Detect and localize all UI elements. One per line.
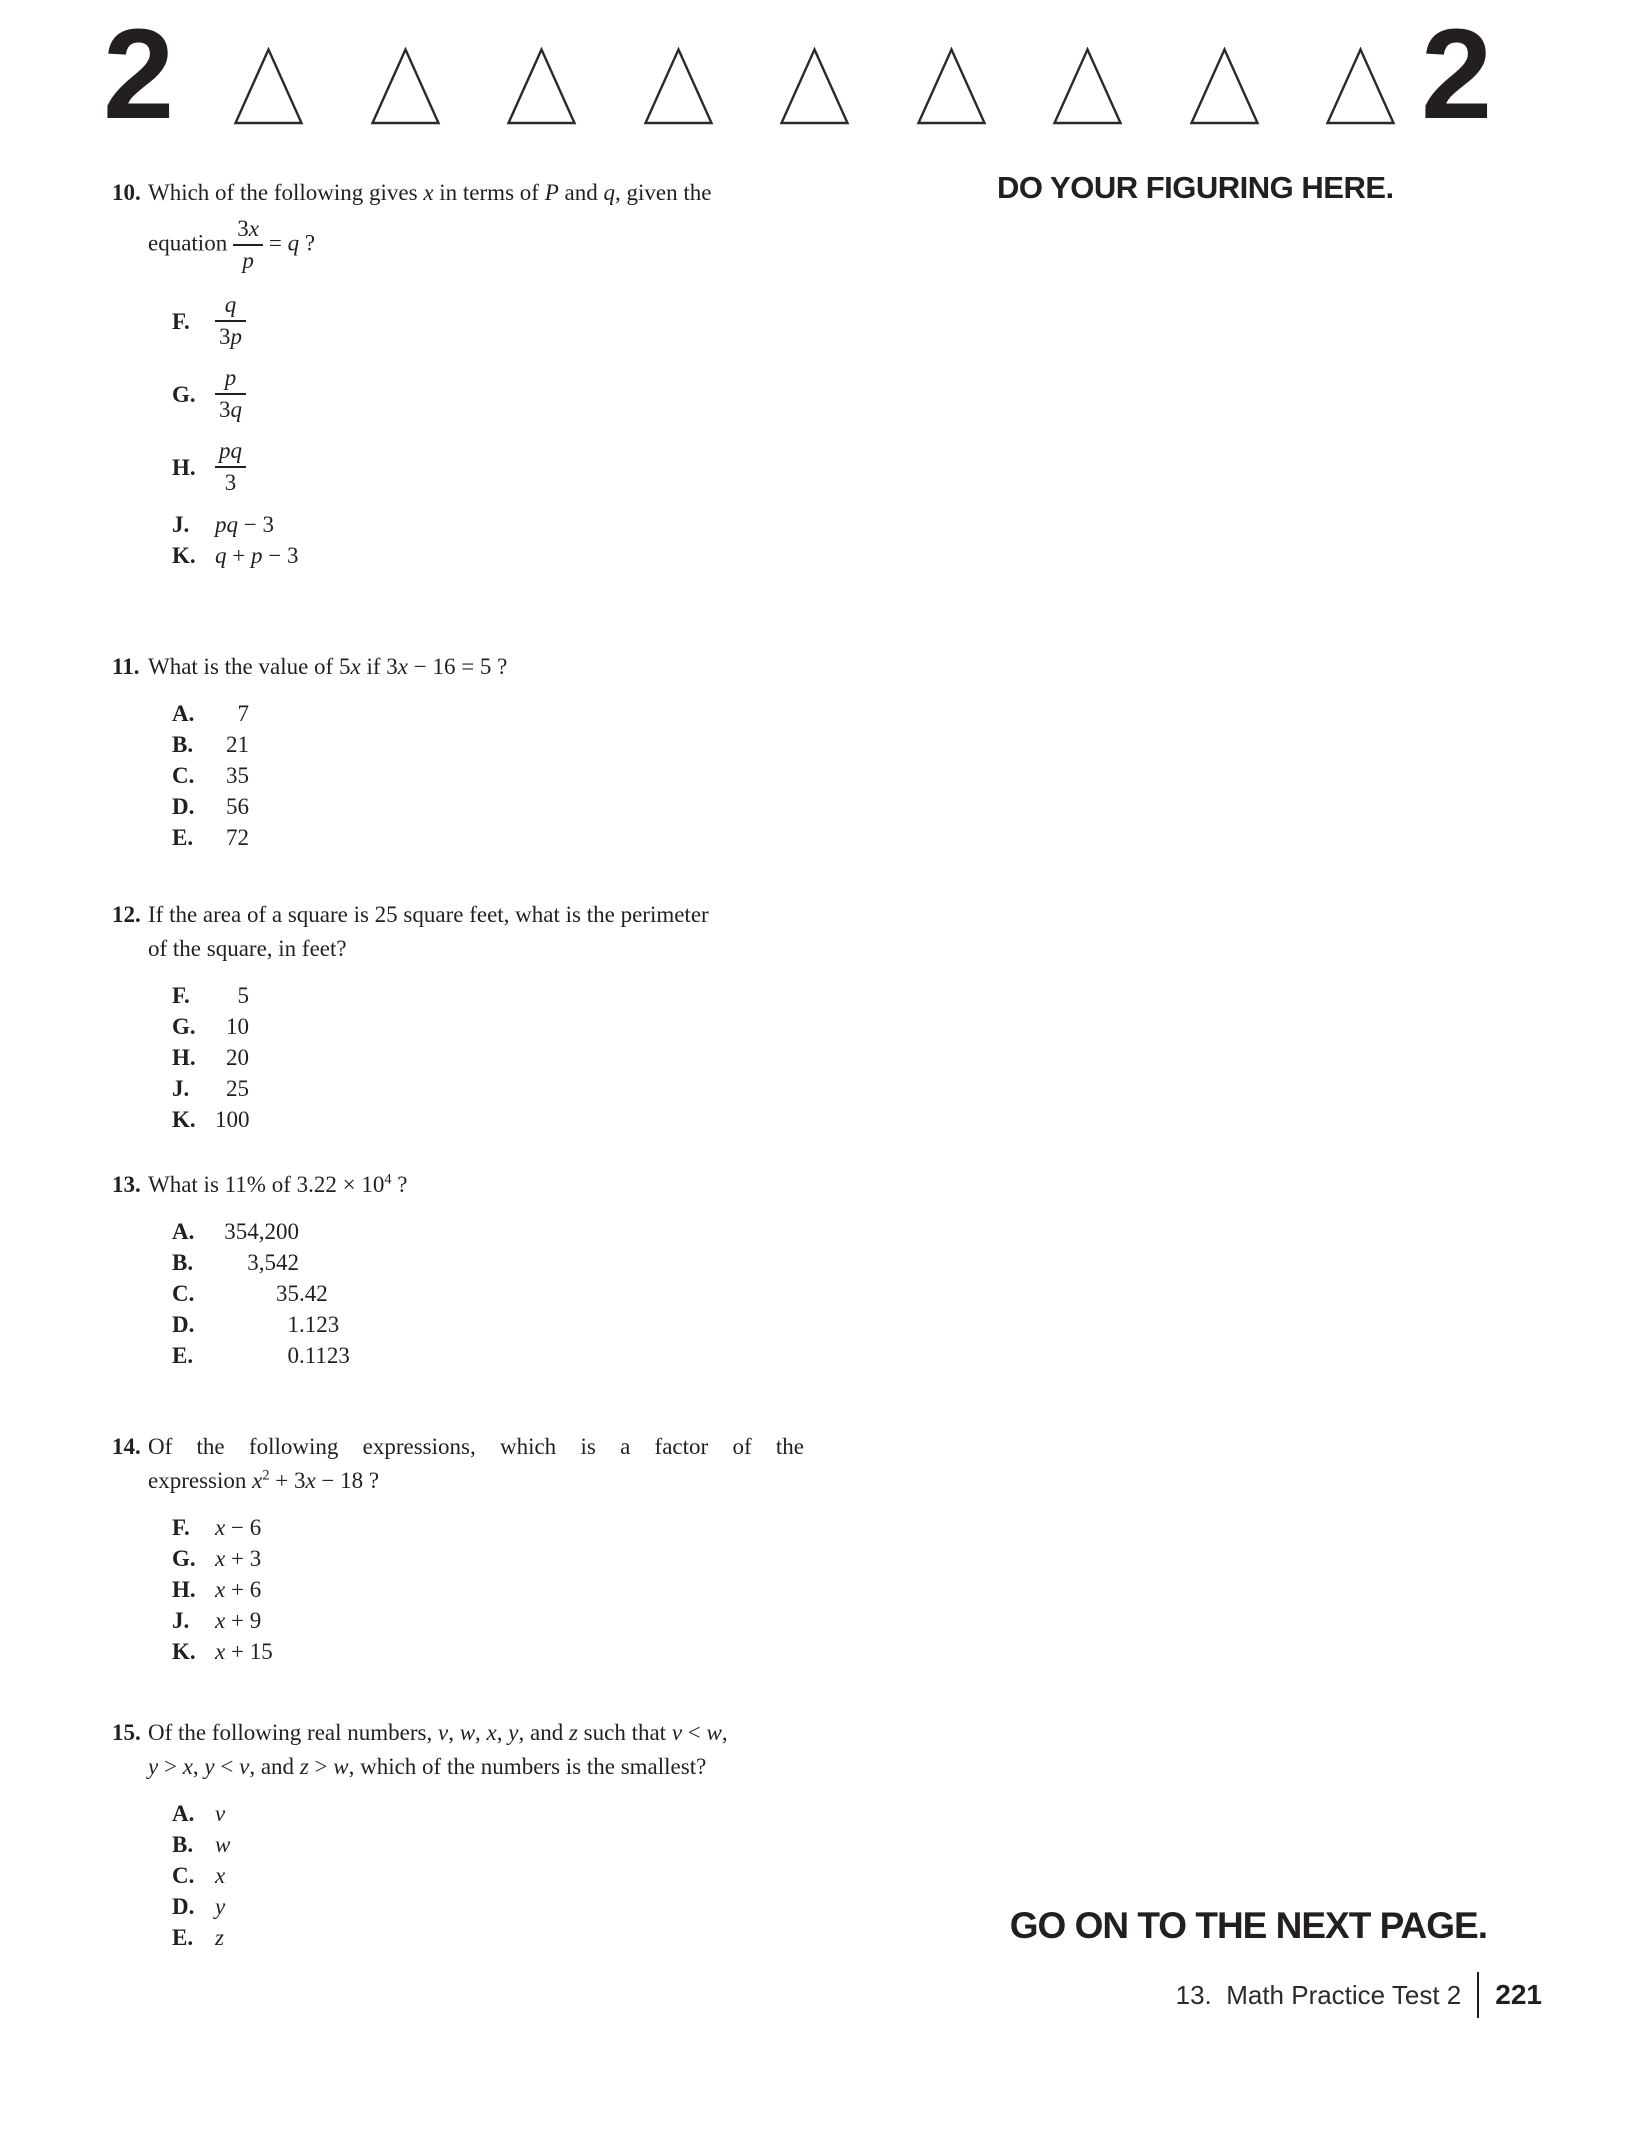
answer-value <box>215 980 249 1011</box>
answer-number: 25 <box>226 1076 249 1101</box>
triangle-icon <box>1325 47 1396 125</box>
answer-number: 72 <box>226 825 249 850</box>
answer-choice <box>172 698 804 729</box>
question-13 <box>112 1168 804 1371</box>
page-footer <box>1176 1972 1542 2018</box>
question-text-line <box>148 1750 804 1784</box>
text-segment: 3 <box>219 324 231 349</box>
answer-value <box>215 760 249 791</box>
answer-choice <box>172 1340 804 1371</box>
answer-letter: A. <box>172 1801 195 1826</box>
fraction-numerator <box>233 214 263 246</box>
text-segment: < <box>214 1754 240 1779</box>
text-segment: in terms of <box>433 180 545 205</box>
answer-choice <box>172 760 804 791</box>
answer-letter: G. <box>172 1546 196 1571</box>
answer-value <box>215 436 246 498</box>
text-segment: y <box>215 1894 226 1919</box>
text-segment: − 16 = 5 ? <box>407 654 508 679</box>
answer-choice <box>172 1829 804 1860</box>
text-segment: x <box>215 1515 226 1540</box>
text-segment: 3 <box>237 216 249 241</box>
question-number: 10. <box>112 180 141 205</box>
answer-value <box>215 290 246 352</box>
text-segment: p <box>230 324 242 349</box>
section-numeral-left: 2 <box>103 3 171 146</box>
text-segment: Of the following real numbers, <box>148 1720 438 1745</box>
text-segment: expression <box>148 1468 253 1493</box>
answer-value <box>215 1605 261 1636</box>
answer-choices <box>148 1512 804 1667</box>
text-segment: and <box>558 180 604 205</box>
triangle-icon <box>1052 47 1123 125</box>
text-segment: equation <box>148 230 228 256</box>
text-segment: , <box>721 1720 728 1745</box>
text-segment: x <box>215 1577 226 1602</box>
answer-number: 20 <box>226 1045 249 1070</box>
question-text-line <box>148 898 804 932</box>
text-segment: p <box>250 543 263 568</box>
answer-letter: B. <box>172 1250 194 1275</box>
answer-letter: H. <box>172 1577 196 1602</box>
text-segment: q <box>215 543 227 568</box>
text-segment: + 9 <box>225 1608 262 1633</box>
answer-letter: A. <box>172 701 195 726</box>
answer-choice <box>172 1011 804 1042</box>
answer-letter: C. <box>172 763 195 788</box>
answer-value <box>215 791 249 822</box>
answer-letter: B. <box>172 1832 194 1857</box>
text-segment: P <box>544 180 559 205</box>
answer-choices <box>148 1798 804 1953</box>
text-segment: + <box>226 543 251 568</box>
answer-choices <box>148 698 804 853</box>
text-segment: q <box>287 230 300 256</box>
triangle-icon <box>506 47 577 125</box>
fraction-numerator <box>215 290 246 322</box>
text-segment: pq <box>219 438 242 463</box>
answer-choice <box>172 1216 804 1247</box>
answer-choice <box>172 1860 804 1891</box>
text-segment: x <box>252 1468 263 1493</box>
question-body <box>148 898 804 1135</box>
text-segment: x <box>182 1754 193 1779</box>
question-number: 15. <box>112 1720 141 1745</box>
question-number: 12. <box>112 902 141 927</box>
triangle-icon <box>1189 47 1260 125</box>
answer-choice <box>172 363 804 425</box>
text-segment: , and <box>249 1754 300 1779</box>
answer-value <box>215 363 246 425</box>
question-text-line <box>148 1716 804 1750</box>
answer-number: 7 <box>237 701 249 726</box>
text-segment: − 3 <box>238 512 274 537</box>
answer-letter: G. <box>172 381 196 407</box>
go-on-note: GO ON TO THE NEXT PAGE. <box>1009 1905 1487 1946</box>
text-segment: + 6 <box>225 1577 262 1602</box>
text-segment: 4 <box>384 1171 392 1188</box>
figuring-note: DO YOUR FIGURING HERE. <box>997 170 1394 205</box>
question-11 <box>112 650 804 853</box>
question-text-line <box>148 1168 804 1202</box>
question-body <box>148 176 804 571</box>
text-segment: , given the <box>614 180 712 205</box>
text-segment: , <box>192 1754 205 1779</box>
text-segment: x <box>215 1546 226 1571</box>
answer-choice <box>172 1605 804 1636</box>
answer-choice <box>172 1636 804 1667</box>
text-segment: What is 11% of 3.22 × 10 <box>148 1172 385 1197</box>
answer-decimal-part: .1123 <box>299 1343 350 1368</box>
footer-page-number: 221 <box>1495 1979 1542 2010</box>
answer-value <box>215 1512 261 1543</box>
question-12 <box>112 898 804 1135</box>
triangle-icon <box>643 47 714 125</box>
answer-choice <box>172 1891 804 1922</box>
answer-choice <box>172 509 804 540</box>
text-segment: y <box>204 1754 215 1779</box>
answer-integer-part: 35 <box>276 1281 299 1306</box>
text-segment: = <box>268 230 288 256</box>
text-segment: , <box>448 1720 460 1745</box>
triangle-icon <box>916 47 987 125</box>
answer-choice <box>172 1073 804 1104</box>
text-segment: x <box>486 1720 497 1745</box>
answer-choices <box>148 980 804 1135</box>
answer-letter: K. <box>172 543 196 568</box>
text-segment: If the area of a square is 25 square feet, what is the perimeter <box>148 902 709 927</box>
question-body <box>148 1716 804 1953</box>
answer-choices <box>148 1216 804 1371</box>
answer-letter: H. <box>172 1045 196 1070</box>
answer-value <box>215 1891 225 1922</box>
answer-value <box>215 1073 249 1104</box>
answer-letter: K. <box>172 1107 196 1132</box>
text-segment: x <box>305 1468 316 1493</box>
answer-value <box>215 1798 225 1829</box>
text-segment: y <box>148 1754 159 1779</box>
text-segment: , <box>496 1720 509 1745</box>
text-segment: Which of the following gives <box>148 180 424 205</box>
triangle-icon <box>370 47 441 125</box>
text-segment: w <box>215 1832 231 1857</box>
answer-choice <box>172 980 804 1011</box>
answer-value <box>215 1104 249 1135</box>
answer-value <box>215 1216 299 1247</box>
answer-choice <box>172 1512 804 1543</box>
text-segment: < <box>682 1720 707 1745</box>
answer-choice <box>172 1543 804 1574</box>
text-segment: x <box>350 654 361 679</box>
text-segment: ? <box>391 1172 408 1197</box>
text-segment: q <box>230 397 242 422</box>
text-segment: − 18 ? <box>315 1468 380 1493</box>
answer-letter: D. <box>172 794 195 819</box>
answer-value <box>215 1829 230 1860</box>
fraction <box>215 363 246 425</box>
answer-value <box>215 822 249 853</box>
answer-value <box>215 1543 261 1574</box>
text-segment: 2 <box>262 1467 270 1484</box>
answer-choice <box>172 540 804 571</box>
text-segment: q <box>224 292 237 317</box>
fraction-denominator <box>233 246 263 276</box>
answer-value <box>215 729 249 760</box>
question-text-line <box>148 176 804 210</box>
answer-number: 5 <box>237 983 249 1008</box>
text-segment: > <box>158 1754 183 1779</box>
text-segment: w <box>706 1720 722 1745</box>
question-text-line <box>148 932 804 966</box>
text-segment: − 6 <box>225 1515 262 1540</box>
text-segment: w <box>333 1754 349 1779</box>
answer-integer-part: 1 <box>287 1312 299 1337</box>
text-segment: + 15 <box>225 1639 273 1664</box>
answer-choice <box>172 1104 804 1135</box>
answer-letter: F. <box>172 983 190 1008</box>
answer-letter: C. <box>172 1863 195 1888</box>
answer-letter: J. <box>172 1608 190 1633</box>
question-number: 13. <box>112 1172 141 1197</box>
answer-letter: B. <box>172 732 194 757</box>
text-segment: z <box>299 1754 309 1779</box>
answer-value <box>215 509 274 540</box>
question-text-line <box>148 1430 804 1464</box>
text-segment: > <box>308 1754 334 1779</box>
question-body <box>148 1430 804 1667</box>
question-10 <box>112 176 804 571</box>
text-segment: Of the following expressions, which is a factor of the <box>148 1434 804 1459</box>
question-number: 14. <box>112 1434 141 1459</box>
answer-letter: C. <box>172 1281 195 1306</box>
text-segment: x <box>248 216 259 241</box>
answer-letter: D. <box>172 1894 195 1919</box>
question-number: 11. <box>112 654 140 679</box>
answer-value <box>215 1636 273 1667</box>
answer-choice <box>172 822 804 853</box>
text-segment: x <box>423 180 434 205</box>
answer-decimal-part: .123 <box>299 1312 340 1337</box>
answer-choice <box>172 1042 804 1073</box>
answer-letter: E. <box>172 1343 194 1368</box>
answer-integer-part: 354,200 <box>224 1219 299 1244</box>
answer-letter: D. <box>172 1312 195 1337</box>
answer-value <box>215 1574 261 1605</box>
question-15 <box>112 1716 804 1953</box>
fraction-numerator <box>215 436 246 468</box>
answer-number: 10 <box>226 1014 249 1039</box>
triangle-icon <box>779 47 850 125</box>
answer-letter: A. <box>172 1219 195 1244</box>
text-segment: of the square, in feet? <box>148 936 347 961</box>
text-segment: What is the value of 5 <box>148 654 351 679</box>
answer-choice <box>172 1798 804 1829</box>
text-segment: , and <box>518 1720 569 1745</box>
text-segment: + 3 <box>225 1546 262 1571</box>
text-segment: p <box>242 248 254 273</box>
answer-value <box>215 698 249 729</box>
answer-letter: K. <box>172 1639 196 1664</box>
text-segment: if 3 <box>360 654 398 679</box>
question-text-line <box>148 214 804 276</box>
text-segment: x <box>215 1863 226 1888</box>
answer-value <box>215 1278 328 1309</box>
text-segment: x <box>397 654 408 679</box>
text-segment: q <box>603 180 615 205</box>
question-14 <box>112 1430 804 1667</box>
text-segment: z <box>215 1925 224 1950</box>
text-segment: , <box>475 1720 487 1745</box>
text-segment: v <box>437 1720 449 1745</box>
text-segment: w <box>459 1720 476 1745</box>
answer-letter: J. <box>172 1076 190 1101</box>
answer-value <box>215 1309 339 1340</box>
answer-choice <box>172 1309 804 1340</box>
answer-letter: F. <box>172 308 190 334</box>
answer-value <box>215 1860 225 1891</box>
triangle-divider <box>233 47 1396 125</box>
answer-number: 56 <box>226 794 249 819</box>
answer-value <box>215 1042 249 1073</box>
answer-letter: E. <box>172 825 194 850</box>
answer-choice <box>172 791 804 822</box>
text-segment: p <box>224 365 237 390</box>
question-text-line <box>148 1464 804 1498</box>
answer-choice <box>172 1278 804 1309</box>
answer-choice <box>172 1247 804 1278</box>
question-text-line <box>148 650 804 684</box>
answer-number: 100 <box>215 1107 250 1132</box>
fraction-numerator <box>215 363 246 395</box>
fraction <box>215 290 246 352</box>
text-segment: v <box>239 1754 250 1779</box>
text-segment: − 3 <box>262 543 299 568</box>
question-body <box>148 1168 804 1371</box>
answer-choice <box>172 1922 804 1953</box>
answer-letter: G. <box>172 1014 196 1039</box>
text-segment: 3 <box>219 397 231 422</box>
question-body <box>148 650 804 853</box>
text-segment: v <box>671 1720 683 1745</box>
text-segment: pq <box>215 512 238 537</box>
text-segment: y <box>508 1720 519 1745</box>
footer-divider <box>1477 1972 1479 2018</box>
answer-choice <box>172 436 804 498</box>
answer-integer-part: 3,542 <box>247 1250 299 1275</box>
fraction-denominator <box>215 468 246 498</box>
answer-value <box>215 1340 350 1371</box>
fraction-denominator <box>215 395 246 425</box>
answer-choices <box>148 290 804 571</box>
fraction <box>215 436 246 498</box>
answer-choice <box>172 290 804 352</box>
answer-number: 35 <box>226 763 249 788</box>
text-segment: z <box>568 1720 578 1745</box>
footer-chapter-label: 13. Math Practice Test 2 <box>1175 1979 1462 2010</box>
text-segment: , which of the numbers is the smallest? <box>348 1754 707 1779</box>
answer-letter: E. <box>172 1925 194 1950</box>
answer-value <box>215 1011 249 1042</box>
answer-choice <box>172 729 804 760</box>
text-segment: 3 <box>224 470 237 495</box>
fraction-denominator <box>215 322 246 352</box>
answer-letter: F. <box>172 1515 190 1540</box>
answer-value <box>215 540 298 571</box>
answer-number: 21 <box>226 732 249 757</box>
text-segment: v <box>215 1801 226 1826</box>
text-segment: such that <box>577 1720 672 1745</box>
answer-decimal-part: .42 <box>299 1281 328 1306</box>
text-segment: x <box>215 1639 226 1664</box>
triangle-icon <box>233 47 304 125</box>
answer-value <box>215 1922 224 1953</box>
answer-integer-part: 0 <box>287 1343 299 1368</box>
answer-value <box>215 1247 299 1278</box>
answer-choice <box>172 1574 804 1605</box>
section-numeral-right: 2 <box>1421 3 1489 146</box>
text-segment: + 3 <box>269 1468 306 1493</box>
text-segment: ? <box>299 230 316 256</box>
answer-letter: H. <box>172 454 196 480</box>
answer-letter: J. <box>172 512 190 537</box>
text-segment: x <box>215 1608 226 1633</box>
fraction <box>233 214 263 276</box>
